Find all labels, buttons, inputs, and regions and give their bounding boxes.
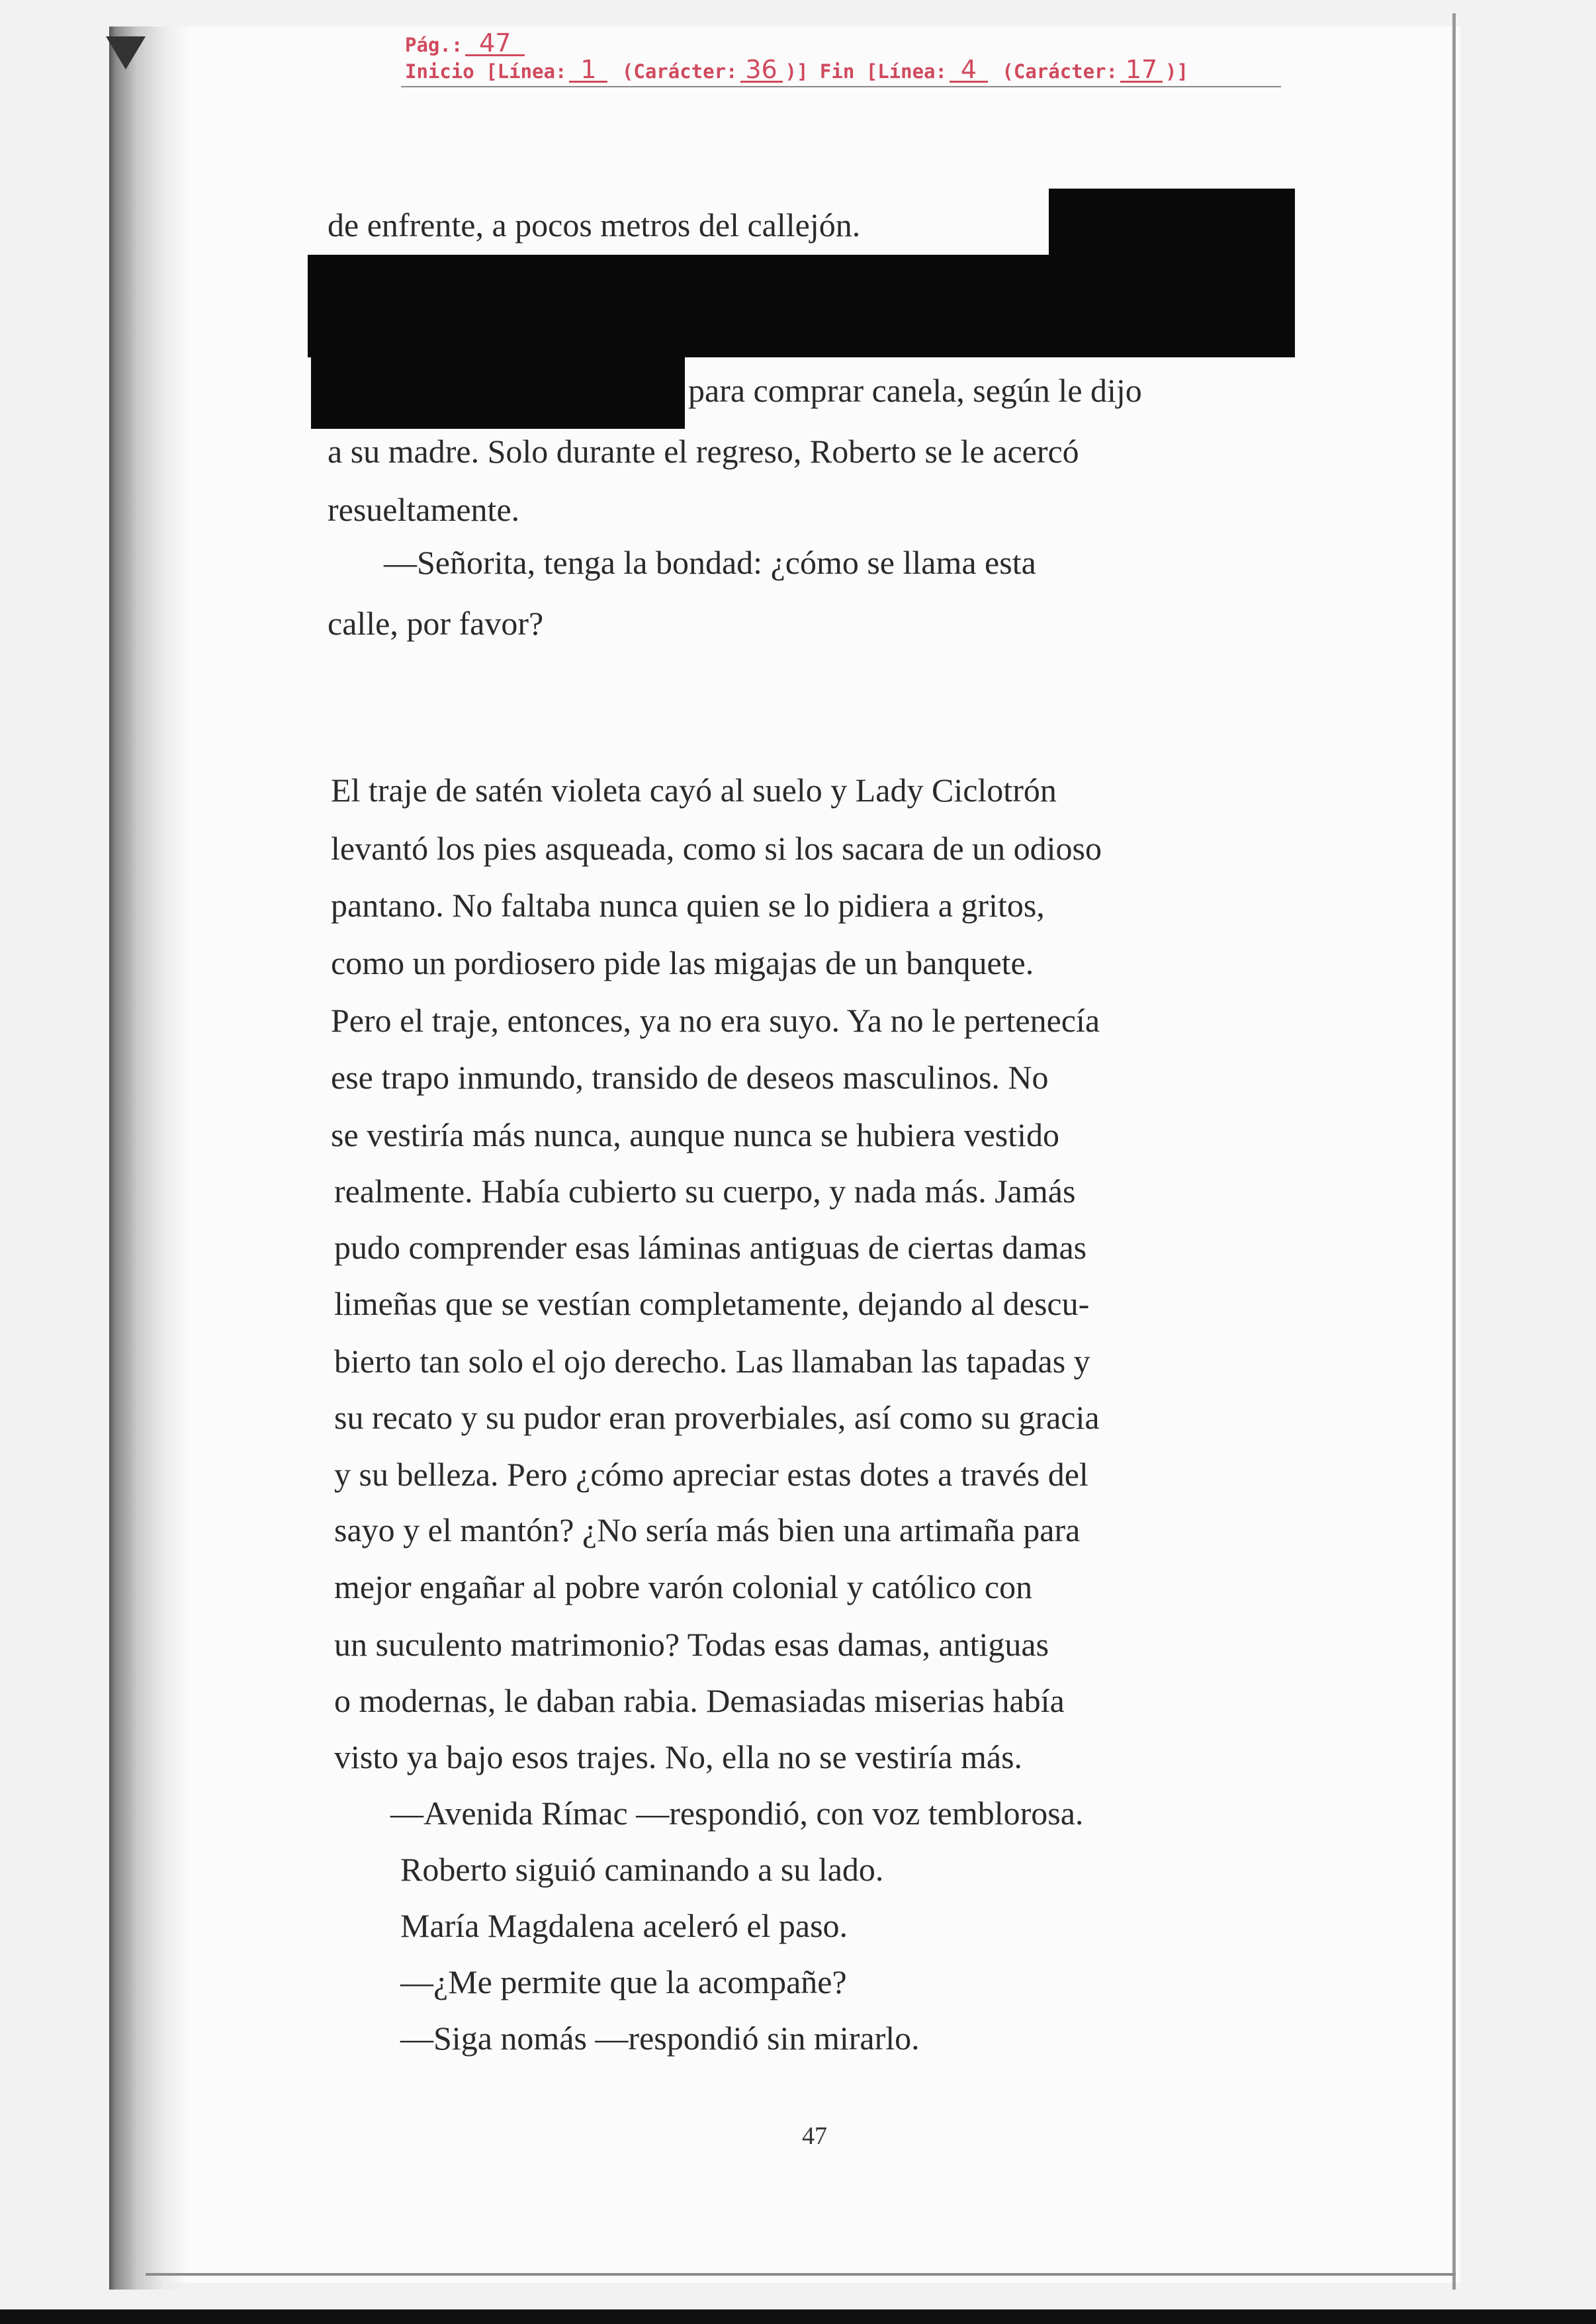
- text-line: limeñas que se vestían completamente, dejando al descu-: [334, 1285, 1090, 1322]
- header-page-line: [405, 28, 527, 58]
- text-line: —Avenida Rímac —respondió, con voz temblorosa.: [390, 1795, 1084, 1832]
- text-line: para comprar canela, según le dijo: [688, 372, 1142, 409]
- redaction-block: [311, 357, 685, 429]
- text-line: —¿Me permite que la acompañe?: [400, 1963, 847, 2000]
- text-line: sayo y el mantón? ¿No sería más bien una artimaña para: [334, 1511, 1081, 1548]
- book-spine-shadow: [109, 26, 189, 2290]
- inicio-caracter-label: (Carácter:: [621, 60, 738, 83]
- page-bottom-edge: [146, 2273, 1456, 2276]
- text-line: de enfrente, a pocos metros del callejón.: [328, 206, 861, 244]
- header-range-line: [405, 55, 1188, 84]
- text-line: o modernas, le daban rabia. Demasiadas miserias había: [334, 1682, 1065, 1719]
- text-line: se vestiría más nunca, aunque nunca se hubiera vestido: [331, 1116, 1060, 1153]
- header-close: )]: [1165, 60, 1188, 83]
- text-line: un suculento matrimonio? Todas esas damas, antiguas: [334, 1626, 1049, 1663]
- text-line: bierto tan solo el ojo derecho. Las llamaban las tapadas y: [334, 1343, 1090, 1380]
- text-line: —Señorita, tenga la bondad: ¿cómo se llama esta: [384, 544, 1036, 581]
- text-line: resueltamente.: [328, 491, 520, 528]
- text-line: mejor engañar al pobre varón colonial y católico con: [334, 1568, 1033, 1605]
- header-rule: [401, 86, 1281, 87]
- page-number: 47: [802, 2122, 827, 2150]
- text-line: y su belleza. Pero ¿cómo apreciar estas dotes a través del: [334, 1456, 1088, 1493]
- text-line: realmente. Había cubierto su cuerpo, y nada más. Jamás: [334, 1173, 1076, 1210]
- text-line: —Siga nomás —respondió sin mirarlo.: [400, 2020, 920, 2057]
- text-line: ese trapo inmundo, transido de deseos masculinos. No: [331, 1059, 1049, 1096]
- text-line: pudo comprender esas láminas antiguas de ciertas damas: [334, 1229, 1087, 1266]
- redaction-block: [308, 255, 1295, 357]
- text-line: Pero el traje, entonces, ya no era suyo. Ya no le pertenecía: [331, 1002, 1100, 1039]
- inicio-label: Inicio [Línea:: [405, 60, 567, 83]
- fin-caracter-value: 17: [1120, 58, 1163, 83]
- text-line: levantó los pies asqueada, como si los sacara de un odioso: [331, 830, 1102, 867]
- text-line: calle, por favor?: [328, 605, 544, 642]
- text-line: El traje de satén violeta cayó al suelo y Lady Ciclotrón: [331, 772, 1057, 809]
- text-line: María Magdalena aceleró el paso.: [400, 1907, 848, 1944]
- redaction-block: [1049, 189, 1295, 255]
- page-right-edge: [1452, 13, 1456, 2290]
- pag-value: 47: [465, 32, 525, 56]
- pag-label: Pág.:: [405, 34, 463, 56]
- inicio-linea-value: 1: [569, 58, 607, 83]
- fin-caracter-label: (Carácter:: [1002, 60, 1118, 83]
- spine-corner-mark: [106, 36, 146, 69]
- fin-label: )] Fin [Línea:: [785, 60, 947, 83]
- text-line: su recato y su pudor eran proverbiales, así como su gracia: [334, 1399, 1100, 1436]
- text-line: visto ya bajo esos trajes. No, ella no se vestiría más.: [334, 1738, 1023, 1775]
- scan-bottom-border: [0, 2309, 1596, 2324]
- text-line: pantano. No faltaba nunca quien se lo pidiera a gritos,: [331, 887, 1045, 924]
- text-line: a su madre. Solo durante el regreso, Roberto se le acercó: [328, 433, 1079, 470]
- text-line: Roberto siguió caminando a su lado.: [400, 1851, 884, 1888]
- fin-linea-value: 4: [950, 58, 988, 83]
- inicio-caracter-value: 36: [740, 58, 783, 83]
- text-line: como un pordiosero pide las migajas de un banquete.: [331, 944, 1034, 981]
